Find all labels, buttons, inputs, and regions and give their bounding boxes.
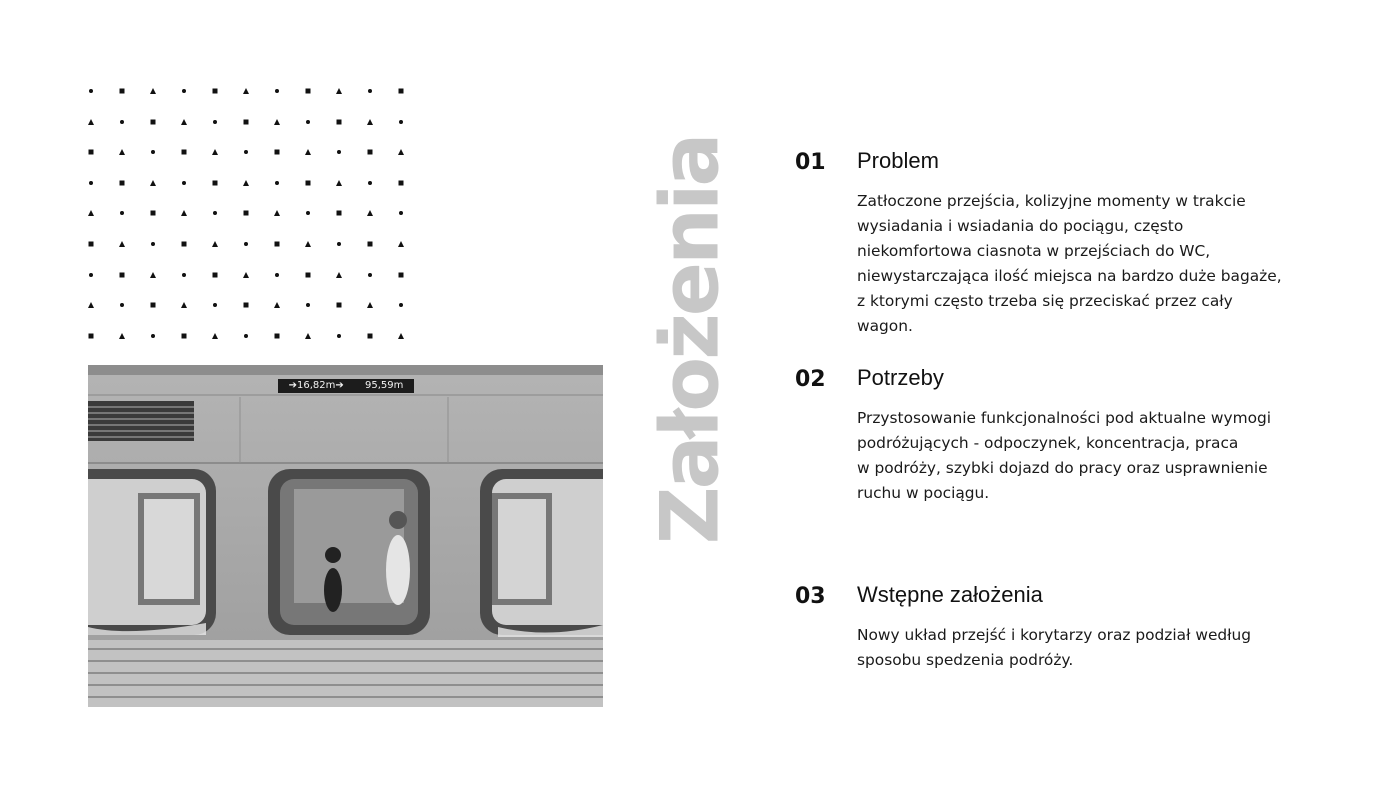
triangle-icon (274, 119, 280, 125)
body-line: wagon. (857, 317, 913, 335)
dot-icon (182, 89, 186, 93)
body-line: sposobu spedzenia podróży. (857, 651, 1074, 669)
triangle-icon (212, 241, 218, 247)
sign-left-distance: ➔16,82m➔ (288, 380, 344, 391)
dot-icon (213, 120, 217, 124)
body-line: w podróży, szybki dojazd do pracy oraz usprawnienie (857, 459, 1268, 477)
dot-icon (213, 211, 217, 215)
triangle-icon (212, 149, 218, 155)
triangle-icon (119, 333, 125, 339)
section-number: 03 (795, 584, 826, 609)
triangle-icon (243, 180, 249, 186)
triangle-icon (398, 241, 404, 247)
square-icon (399, 180, 404, 185)
triangle-icon (119, 149, 125, 155)
dot-icon (368, 273, 372, 277)
section-title: Problem (857, 148, 939, 173)
triangle-icon (367, 302, 373, 308)
square-icon (182, 150, 187, 155)
dot-icon (399, 120, 403, 124)
square-icon (151, 303, 156, 308)
dot-icon (399, 303, 403, 307)
section-body (857, 406, 1327, 506)
dot-icon (275, 181, 279, 185)
page-heading: Założenia (643, 135, 737, 545)
square-icon (306, 272, 311, 277)
square-icon (368, 150, 373, 155)
square-icon (120, 89, 125, 94)
triangle-icon (150, 180, 156, 186)
body-line: niewystarczająca ilość miejsca na bardzo duże bagaże, (857, 267, 1282, 285)
triangle-icon (398, 149, 404, 155)
triangle-icon (150, 272, 156, 278)
distance-sign (278, 379, 414, 393)
square-icon (337, 303, 342, 308)
square-icon (306, 180, 311, 185)
triangle-icon (336, 88, 342, 94)
triangle-icon (119, 241, 125, 247)
triangle-icon (150, 88, 156, 94)
triangle-icon (305, 333, 311, 339)
square-icon (399, 272, 404, 277)
dot-icon (120, 303, 124, 307)
triangle-icon (243, 272, 249, 278)
triangle-icon (274, 302, 280, 308)
dot-icon (244, 242, 248, 246)
square-icon (275, 150, 280, 155)
triangle-icon (274, 210, 280, 216)
triangle-icon (181, 119, 187, 125)
dot-icon (337, 242, 341, 246)
square-icon (213, 89, 218, 94)
train-photo (88, 365, 603, 707)
train-car-illustration (88, 365, 603, 707)
body-line: ruchu w pociągu. (857, 484, 990, 502)
section-number: 02 (795, 367, 826, 392)
dot-icon (89, 89, 93, 93)
dot-icon (120, 120, 124, 124)
square-icon (182, 242, 187, 247)
square-icon (213, 272, 218, 277)
dot-icon (306, 120, 310, 124)
body-line: niekomfortowa ciasnota w przejściach do WC, (857, 242, 1211, 260)
section-number: 01 (795, 150, 826, 175)
dot-icon (151, 242, 155, 246)
triangle-icon (398, 333, 404, 339)
dot-icon (182, 273, 186, 277)
dot-icon (306, 303, 310, 307)
square-icon (120, 272, 125, 277)
dot-icon (151, 150, 155, 154)
body-line: Przystosowanie funkcjonalności pod aktualne wymogi (857, 409, 1272, 427)
square-icon (275, 242, 280, 247)
body-line: podróżujących - odpoczynek, koncentracja, praca (857, 434, 1239, 452)
square-icon (120, 180, 125, 185)
body-line: Zatłoczone przejścia, kolizyjne momenty w trakcie (857, 192, 1246, 210)
dot-icon (120, 211, 124, 215)
dot-icon (182, 181, 186, 185)
triangle-icon (336, 180, 342, 186)
triangle-icon (88, 302, 94, 308)
dot-icon (275, 89, 279, 93)
sign-right-distance: 95,59m (364, 380, 404, 391)
triangle-icon (243, 88, 249, 94)
triangle-icon (305, 241, 311, 247)
dot-icon (337, 334, 341, 338)
triangle-icon (367, 210, 373, 216)
square-icon (244, 119, 249, 124)
dot-icon (89, 273, 93, 277)
triangle-icon (88, 210, 94, 216)
square-icon (275, 333, 280, 338)
square-icon (306, 89, 311, 94)
square-icon (244, 303, 249, 308)
square-icon (151, 211, 156, 216)
dot-icon (399, 211, 403, 215)
dot-icon (368, 89, 372, 93)
dot-icon (275, 273, 279, 277)
body-line: z ktorymi często trzeba się przeciskać przez cały (857, 292, 1233, 310)
section-body (857, 623, 1327, 673)
square-icon (368, 242, 373, 247)
square-icon (337, 211, 342, 216)
square-icon (337, 119, 342, 124)
square-icon (213, 180, 218, 185)
square-icon (151, 119, 156, 124)
dot-icon (213, 303, 217, 307)
dot-pattern (84, 84, 414, 344)
triangle-icon (181, 302, 187, 308)
dot-icon (244, 150, 248, 154)
dot-icon (244, 334, 248, 338)
body-line: Nowy układ przejść i korytarzy oraz podział według (857, 626, 1252, 644)
dot-icon (151, 334, 155, 338)
square-icon (368, 333, 373, 338)
triangle-icon (336, 272, 342, 278)
body-line: wysiadania i wsiadania do pociągu, często (857, 217, 1184, 235)
triangle-icon (367, 119, 373, 125)
square-icon (182, 333, 187, 338)
section-body (857, 189, 1327, 339)
triangle-icon (212, 333, 218, 339)
triangle-icon (305, 149, 311, 155)
section-title: Potrzeby (857, 365, 944, 390)
triangle-icon (88, 119, 94, 125)
square-icon (244, 211, 249, 216)
dot-icon (89, 181, 93, 185)
square-icon (89, 150, 94, 155)
square-icon (89, 242, 94, 247)
dot-icon (306, 211, 310, 215)
section-title: Wstępne założenia (857, 582, 1043, 607)
square-icon (89, 333, 94, 338)
dot-icon (368, 181, 372, 185)
dot-icon (337, 150, 341, 154)
triangle-icon (181, 210, 187, 216)
square-icon (399, 89, 404, 94)
